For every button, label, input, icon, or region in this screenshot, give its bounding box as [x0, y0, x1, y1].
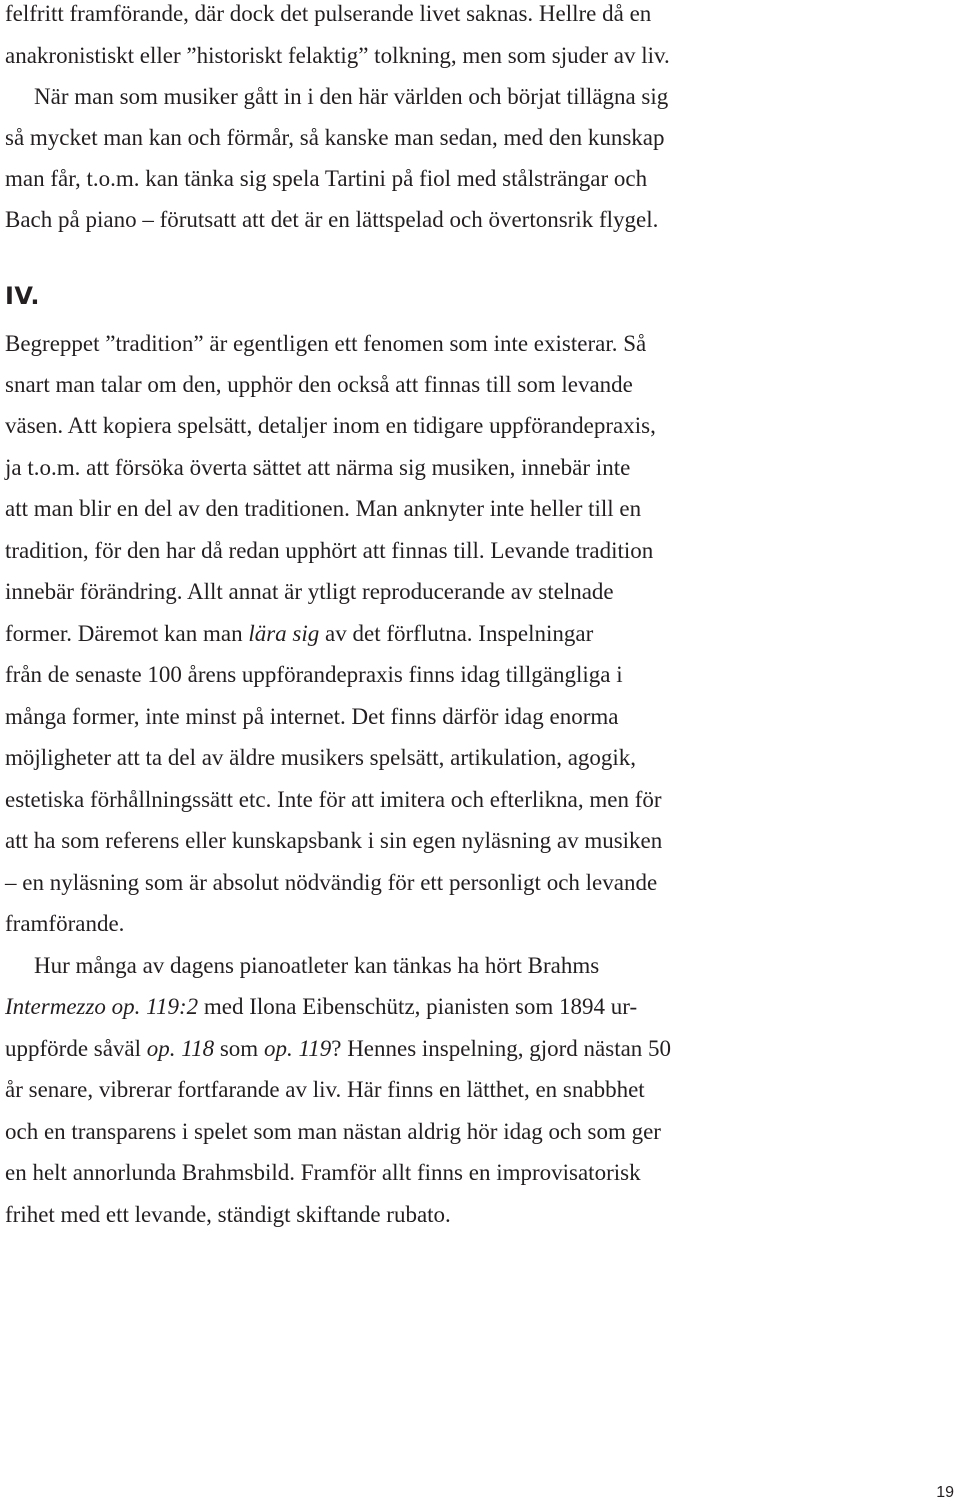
text-run: av det förflutna. Inspelningar [319, 621, 594, 646]
text-line: framförande. [5, 911, 125, 936]
text-line: från de senaste 100 årens uppförandepraxis finns idag tillgängliga i [5, 662, 623, 687]
text-line: Begreppet ”tradition” är egentligen ett fenomen som inte existerar. Så [5, 331, 647, 356]
text-line: möjligheter att ta del av äldre musikers spelsätt, artikulation, agogik, [5, 745, 637, 770]
text-run: uppförde såväl [5, 1036, 147, 1061]
text-line: Hur många av dagens pianoatleter kan tänkas ha hört Brahms [34, 953, 600, 978]
italic-title: Intermezzo op. 119:2 [5, 994, 199, 1019]
text-line: väsen. Att kopiera spelsätt, detaljer inom en tidigare uppförandepraxis, [5, 413, 656, 438]
text-line [5, 1036, 671, 1062]
text-line: tradition, för den har då redan upphört att finnas till. Levande tradition [5, 538, 654, 563]
text-line [5, 621, 593, 647]
text-line: år senare, vibrerar fortfarande av liv. Här finns en lätthet, en snabbhet [5, 1077, 645, 1102]
text-line: frihet med ett levande, ständigt skiftande rubato. [5, 1202, 451, 1227]
text-line: felfritt framförande, där dock det pulserande livet saknas. Hellre då en [5, 1, 652, 26]
text-line: att man blir en del av den traditionen. Man anknyter inte heller till en [5, 496, 642, 521]
section-heading: IV. [5, 282, 41, 310]
italic-phrase: lära sig [248, 621, 320, 646]
text-line: och en transparens i spelet som man nästan aldrig hör idag och som ger [5, 1119, 661, 1144]
text-line: Bach på piano – förutsatt att det är en lättspelad och övertonsrik flygel. [5, 207, 659, 232]
text-line: en helt annorlunda Brahmsbild. Framför allt finns en improvisatorisk [5, 1160, 641, 1185]
text-line: snart man talar om den, upphör den också att finnas till som levande [5, 372, 633, 397]
text-line: – en nyläsning som är absolut nödvändig för ett personligt och levande [5, 870, 658, 895]
page-number: 19 [936, 1484, 954, 1501]
text-line: anakronistiskt eller ”historiskt felaktig” tolkning, men som sjuder av liv. [5, 43, 670, 68]
text-line: man får, t.o.m. kan tänka sig spela Tartini på fiol med stålsträngar och [5, 166, 648, 191]
text-line: innebär förändring. Allt annat är ytligt reproducerande av stelnade [5, 579, 614, 604]
text-line: När man som musiker gått in i den här världen och börjat tillägna sig [34, 84, 669, 109]
text-run: med Ilona Eibenschütz, pianisten som 1894 ur- [198, 994, 638, 1019]
text-line: så mycket man kan och förmår, så kanske man sedan, med den kunskap [5, 125, 665, 150]
text-line: estetiska förhållningssätt etc. Inte för att imitera och efterlikna, men för [5, 787, 662, 812]
italic-opus: op. 118 [146, 1036, 215, 1061]
text-line: ja t.o.m. att försöka överta sättet att närma sig musiken, innebär inte [5, 455, 631, 480]
text-run: former. Däremot kan man [5, 621, 249, 646]
text-run: ? Hennes inspelning, gjord nästan 50 [331, 1036, 672, 1061]
text-run: som [214, 1036, 264, 1061]
text-line: många former, inte minst på internet. Det finns därför idag enorma [5, 704, 619, 729]
text-line: att ha som referens eller kunskapsbank i sin egen nyläsning av musiken [5, 828, 663, 853]
italic-opus: op. 119 [263, 1036, 332, 1061]
text-line [5, 994, 637, 1020]
